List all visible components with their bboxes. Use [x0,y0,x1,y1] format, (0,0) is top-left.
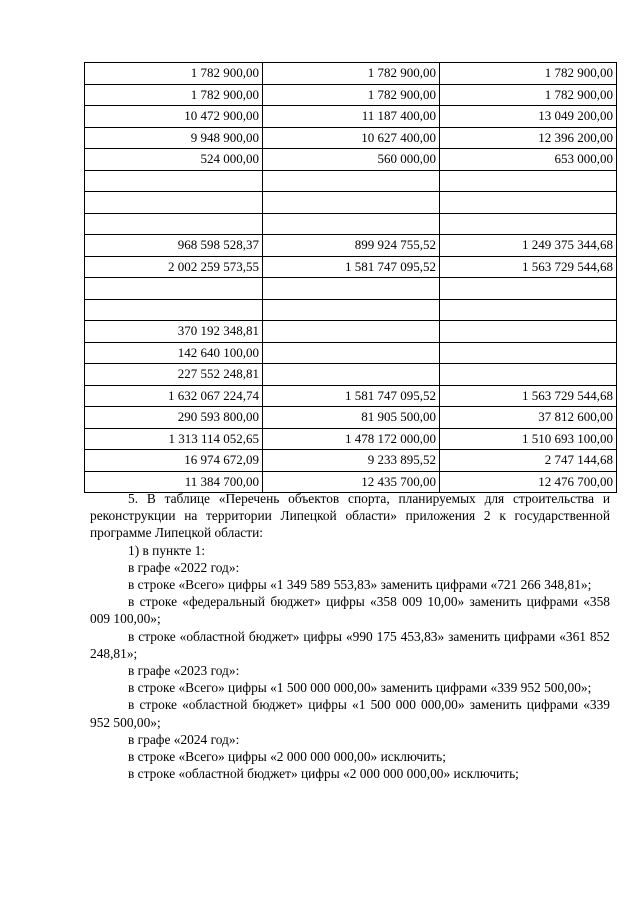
table-row [85,321,617,343]
paragraph-item-5: 5. В таблице «Перечень объектов спорта, планируемых для строительства и реконструкции на территории Липецкой области» приложения 2 к государственной программе Липецкой области: [90,491,610,541]
table-row [85,127,617,149]
table-cell: 2 747 144,68 [440,450,617,472]
table-row [85,428,617,450]
table-row [85,192,617,214]
table-row [85,364,617,386]
table-cell [263,342,440,364]
table-cell [440,299,617,321]
table-cell [85,213,263,235]
table-cell: 1 632 067 224,74 [85,385,263,407]
table-cell: 1 581 747 095,52 [263,256,440,278]
paragraph-point-1: 1) в пункте 1: [128,542,206,558]
table-cell: 11 187 400,00 [263,106,440,128]
amendment-text [90,490,610,782]
table-row [85,450,617,472]
table-cell: 2 002 259 573,55 [85,256,263,278]
table-cell: 37 812 600,00 [440,407,617,429]
paragraph-total-2023: в строке «Всего» цифры «1 500 000 000,00» заменить цифрами «339 952 500,00»; [128,680,592,696]
table-row [85,299,617,321]
table-cell [263,278,440,300]
table-cell [263,299,440,321]
paragraph-regional-2022: в строке «областной бюджет» цифры «990 175 453,83» заменить цифрами «361 852 248,81»; [90,628,610,661]
table-cell: 227 552 248,81 [85,364,263,386]
table-cell: 1 782 900,00 [85,84,263,106]
table-cell: 1 563 729 544,68 [440,256,617,278]
table-cell: 12 476 700,00 [440,471,617,493]
table-cell [440,192,617,214]
table-cell: 11 384 700,00 [85,471,263,493]
table-row [85,170,617,192]
financing-table-body [85,63,617,493]
table-cell [263,213,440,235]
table-cell: 524 000,00 [85,149,263,171]
table-row [85,63,617,85]
table-cell [85,170,263,192]
paragraph-regional-2023: в строке «областной бюджет» цифры «1 500 000 000,00» заменить цифрами «339 952 500,00»; [90,697,610,730]
table-cell: 653 000,00 [440,149,617,171]
table-row [85,342,617,364]
table-cell [440,213,617,235]
table-row [85,256,617,278]
table-row [85,278,617,300]
table-row [85,149,617,171]
table-cell: 142 640 100,00 [85,342,263,364]
table-cell: 10 472 900,00 [85,106,263,128]
table-cell: 1 249 375 344,68 [440,235,617,257]
paragraph-column-2024: в графе «2024 год»: [128,731,240,747]
table-cell: 1 782 900,00 [440,63,617,85]
table-cell [440,278,617,300]
table-row [85,385,617,407]
table-cell: 370 192 348,81 [85,321,263,343]
table-cell: 899 924 755,52 [263,235,440,257]
table-cell: 9 233 895,52 [263,450,440,472]
financing-table [84,62,617,493]
table-row [85,235,617,257]
paragraph-federal-2022: в строке «федеральный бюджет» цифры «358 009 10,00» заменить цифрами «358 009 100,00»; [90,594,610,627]
table-row [85,407,617,429]
table-cell: 968 598 528,37 [85,235,263,257]
table-cell [263,364,440,386]
paragraph-column-2023: в графе «2023 год»: [128,663,240,679]
table-cell [440,170,617,192]
table-cell [85,278,263,300]
table-cell: 1 782 900,00 [85,63,263,85]
table-row [85,213,617,235]
table-cell: 1 782 900,00 [263,84,440,106]
table-cell: 12 396 200,00 [440,127,617,149]
table-cell: 1 313 114 052,65 [85,428,263,450]
table-cell: 13 049 200,00 [440,106,617,128]
table-cell [263,170,440,192]
table-row [85,84,617,106]
paragraph-regional-2024: в строке «областной бюджет» цифры «2 000 000 000,00» исключить; [128,766,519,782]
table-row [85,106,617,128]
table-cell [263,321,440,343]
table-cell [85,299,263,321]
table-cell: 81 905 500,00 [263,407,440,429]
table-cell: 12 435 700,00 [263,471,440,493]
table-cell: 1 510 693 100,00 [440,428,617,450]
table-cell: 9 948 900,00 [85,127,263,149]
table-cell [263,192,440,214]
paragraph-total-2022: в строке «Всего» цифры «1 349 589 553,83» заменить цифрами «721 266 348,81»; [128,577,592,593]
table-cell: 1 563 729 544,68 [440,385,617,407]
paragraph-total-2024: в строке «Всего» цифры «2 000 000 000,00» исключить; [128,749,446,765]
table-cell [85,192,263,214]
table-cell [440,364,617,386]
table-cell: 10 627 400,00 [263,127,440,149]
table-cell [440,321,617,343]
table-cell: 1 478 172 000,00 [263,428,440,450]
table-cell: 16 974 672,09 [85,450,263,472]
paragraph-column-2022: в графе «2022 год»: [128,559,240,575]
table-cell: 560 000,00 [263,149,440,171]
table-cell: 1 782 900,00 [440,84,617,106]
table-cell: 1 782 900,00 [263,63,440,85]
table-cell: 1 581 747 095,52 [263,385,440,407]
table-cell [440,342,617,364]
table-cell: 290 593 800,00 [85,407,263,429]
